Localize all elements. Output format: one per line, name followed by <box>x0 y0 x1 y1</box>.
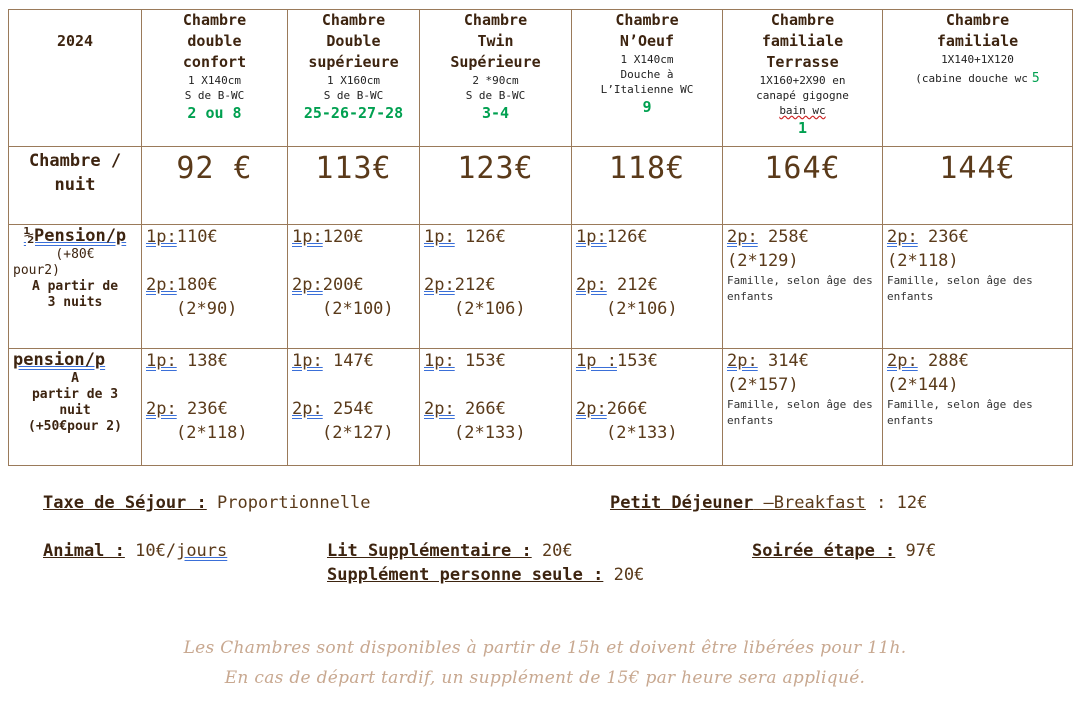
two-person-label: 2p: <box>292 275 323 295</box>
room-number: 3-4 <box>481 104 510 122</box>
one-person-label: 1p: <box>424 351 455 371</box>
one-person-price <box>146 225 283 249</box>
two-person-label: 2p: <box>424 399 455 419</box>
animal-line <box>43 541 227 561</box>
half-board-sub: A partir de <box>31 279 119 294</box>
two-person-detail: (2*118) <box>887 251 959 271</box>
two-person-label: 2p: <box>292 399 323 419</box>
one-person-label: 1p: <box>424 227 455 247</box>
two-person-price <box>727 349 878 373</box>
room-detail-line: L’Italienne WC <box>600 83 694 96</box>
full-board-label <box>9 349 142 466</box>
two-person-detail: (2*157) <box>727 375 799 395</box>
single-supplement-value: 20€ <box>603 565 645 585</box>
one-person-price <box>424 225 567 249</box>
full-board-family-cell <box>883 349 1073 466</box>
two-person-detail: (2*144) <box>887 375 959 395</box>
room-number: 25-26-27-28 <box>303 104 404 122</box>
breakfast-value: : 12€ <box>865 493 928 513</box>
single-supplement-line <box>327 565 644 585</box>
two-person-detail: (2*90) <box>176 299 238 319</box>
two-person-value: 236€ <box>176 399 228 419</box>
room-name-line: Chambre <box>182 11 247 29</box>
room-detail-line: 1 X160cm <box>327 74 380 87</box>
room-name-line: Terrasse <box>766 53 839 71</box>
two-person-label: 2p: <box>424 275 455 295</box>
two-person-price <box>146 397 283 421</box>
room-name-line: double <box>187 32 242 50</box>
one-person-value: 126€ <box>606 227 648 247</box>
room-name-line: Chambre <box>463 11 528 29</box>
two-person-price <box>576 397 718 421</box>
full-board-family-cell <box>723 349 883 466</box>
two-person-detail: (2*133) <box>606 423 678 443</box>
room-detail-line: S de B-WC <box>323 89 384 102</box>
room-name-line: N’Oeuf <box>619 32 675 50</box>
one-person-label: 1p: <box>576 227 607 247</box>
room-header <box>723 10 883 147</box>
room-header <box>142 10 288 147</box>
one-person-value: 147€ <box>322 351 374 371</box>
two-person-price <box>727 225 878 249</box>
two-person-value: 212€ <box>606 275 658 295</box>
header-row <box>9 10 1073 147</box>
one-person-value: 138€ <box>176 351 228 371</box>
night-row-label: Chambre / nuit <box>9 147 142 225</box>
night-price: 118€ <box>572 147 723 225</box>
half-board-label <box>9 225 142 349</box>
extra-bed-line <box>327 541 573 561</box>
extra-bed-value: 20€ <box>531 541 573 561</box>
half-board-family-cell <box>883 225 1073 349</box>
two-person-label: 2p: <box>887 227 918 247</box>
stopover-line <box>752 541 936 561</box>
half-board-price-cell <box>288 225 420 349</box>
two-person-label: 2p: <box>727 351 758 371</box>
two-person-label: 2p: <box>887 351 918 371</box>
room-header <box>572 10 723 147</box>
two-person-value: 266€ <box>606 399 648 419</box>
two-person-value: 314€ <box>757 351 809 371</box>
family-note: Famille, selon âge des enfants <box>887 274 1033 303</box>
room-name-line: Supérieure <box>450 53 541 71</box>
full-board-price-cell <box>572 349 723 466</box>
full-board-price-cell <box>420 349 572 466</box>
extra-bed-label: Lit Supplémentaire : <box>327 541 532 561</box>
one-person-label: 1p : <box>576 351 617 371</box>
tax-label: Taxe de Séjour : <box>43 493 207 513</box>
room-detail-line: Douche à <box>620 68 674 81</box>
checkin-notice: Les Chambres sont disponibles à partir de 15h et doivent être libérées pour 11h. <box>183 638 907 658</box>
full-board-sub: A <box>71 371 79 386</box>
two-person-detail: (2*106) <box>454 299 526 319</box>
tax-line <box>43 493 371 513</box>
room-header <box>420 10 572 147</box>
room-number: 5 <box>1031 71 1040 86</box>
one-person-value: 120€ <box>322 227 364 247</box>
one-person-label: 1p: <box>292 351 323 371</box>
half-board-sub: 3 nuits <box>47 295 103 310</box>
night-price: 123€ <box>420 147 572 225</box>
half-board-row <box>9 225 1073 349</box>
animal-unit: jours <box>176 541 228 561</box>
family-note: Famille, selon âge des enfants <box>727 274 873 303</box>
room-detail-line: canapé gigogne <box>756 89 849 102</box>
half-board-price-cell <box>142 225 288 349</box>
one-person-price <box>292 225 415 249</box>
two-person-price <box>292 273 415 297</box>
two-person-label: 2p: <box>576 275 607 295</box>
room-detail-line: S de B-WC <box>465 89 526 102</box>
room-detail-line: (cabine douche wc <box>915 72 1028 85</box>
breakfast-label-en: –Breakfast <box>753 493 866 513</box>
one-person-label: 1p: <box>292 227 323 247</box>
room-number: 2 ou 8 <box>187 104 242 122</box>
two-person-price <box>576 273 718 297</box>
stopover-value: 97€ <box>895 541 937 561</box>
one-person-value: 153€ <box>616 351 658 371</box>
room-name-line: Twin <box>477 32 514 50</box>
half-board-price-cell <box>420 225 572 349</box>
night-row <box>9 147 1073 225</box>
family-note: Famille, selon âge des enfants <box>727 398 873 427</box>
full-board-price-cell <box>142 349 288 466</box>
family-note: Famille, selon âge des enfants <box>887 398 1033 427</box>
one-person-value: 126€ <box>454 227 506 247</box>
two-person-value: 258€ <box>757 227 809 247</box>
one-person-price <box>292 349 415 373</box>
two-person-value: 180€ <box>176 275 218 295</box>
two-person-value: 288€ <box>917 351 969 371</box>
two-person-detail: (2*129) <box>727 251 799 271</box>
room-name-line: familiale <box>936 32 1019 50</box>
full-board-sub: (+50€pour 2) <box>28 419 122 434</box>
room-name-line: Chambre <box>770 11 835 29</box>
two-person-price <box>424 273 567 297</box>
tax-value: Proportionnelle <box>206 493 371 513</box>
late-checkout-notice: En cas de départ tardif, un supplément de 15€ par heure sera appliqué. <box>224 668 866 688</box>
two-person-value: 254€ <box>322 399 374 419</box>
night-price: 92 € <box>142 147 288 225</box>
year-cell: 2024 <box>9 10 142 147</box>
room-name-line: Chambre <box>945 11 1010 29</box>
two-person-label: 2p: <box>576 399 607 419</box>
room-name-line: confort <box>182 53 247 71</box>
room-number: 1 <box>797 119 808 137</box>
two-person-price <box>887 225 1068 249</box>
two-person-price <box>292 397 415 421</box>
room-name-line: supérieure <box>308 53 399 71</box>
animal-label: Animal : <box>43 541 125 561</box>
two-person-detail: (2*118) <box>176 423 248 443</box>
room-name-line: Double <box>326 32 381 50</box>
room-detail-line: 1 X140cm <box>188 74 241 87</box>
breakfast-label: Petit Déjeuner <box>610 493 754 513</box>
stopover-label: Soirée étape : <box>752 541 896 561</box>
room-detail-line: 1X160+2X90 en <box>759 74 846 87</box>
breakfast-line <box>610 493 927 513</box>
animal-value: 10€/ <box>124 541 177 561</box>
room-number: 9 <box>642 98 652 116</box>
two-person-price <box>887 349 1068 373</box>
room-header <box>883 10 1073 147</box>
two-person-detail: (2*106) <box>606 299 678 319</box>
half-board-sub: pour2) <box>13 263 60 278</box>
single-supplement-label: Supplément personne seule : <box>327 565 604 585</box>
half-board-title: ½Pension/p <box>23 226 127 246</box>
one-person-price <box>146 349 283 373</box>
room-detail-line: S de B-WC <box>184 89 245 102</box>
room-name-line: Chambre <box>615 11 679 29</box>
full-board-sub: nuit <box>59 403 91 418</box>
half-board-family-cell <box>723 225 883 349</box>
room-name-line: familiale <box>761 32 844 50</box>
full-board-sub: partir de 3 <box>31 387 119 402</box>
half-board-sub: (+80€ <box>55 247 95 262</box>
rates-table <box>8 9 1073 466</box>
room-detail-line: bain wc <box>779 104 826 117</box>
room-name-line: Chambre <box>321 11 386 29</box>
room-detail-line: 2 *90cm <box>472 74 519 87</box>
full-board-title: pension/p <box>13 350 106 370</box>
one-person-value: 153€ <box>454 351 506 371</box>
two-person-value: 236€ <box>917 227 969 247</box>
two-person-label: 2p: <box>146 275 177 295</box>
room-header <box>288 10 420 147</box>
two-person-detail: (2*127) <box>322 423 394 443</box>
two-person-value: 200€ <box>322 275 364 295</box>
two-person-value: 212€ <box>454 275 496 295</box>
night-price: 164€ <box>723 147 883 225</box>
one-person-value: 110€ <box>176 227 218 247</box>
two-person-label: 2p: <box>727 227 758 247</box>
one-person-label: 1p: <box>146 227 177 247</box>
two-person-value: 266€ <box>454 399 506 419</box>
two-person-detail: (2*133) <box>454 423 526 443</box>
night-price: 144€ <box>883 147 1073 225</box>
two-person-price <box>146 273 283 297</box>
room-detail-line: 1X140+1X120 <box>941 53 1014 66</box>
night-price: 113€ <box>288 147 420 225</box>
one-person-label: 1p: <box>146 351 177 371</box>
two-person-price <box>424 397 567 421</box>
full-board-row <box>9 349 1073 466</box>
room-detail-line: 1 X140cm <box>620 53 674 66</box>
one-person-price <box>576 349 718 373</box>
half-board-price-cell <box>572 225 723 349</box>
one-person-price <box>576 225 718 249</box>
full-board-price-cell <box>288 349 420 466</box>
two-person-detail: (2*100) <box>322 299 394 319</box>
two-person-label: 2p: <box>146 399 177 419</box>
one-person-price <box>424 349 567 373</box>
